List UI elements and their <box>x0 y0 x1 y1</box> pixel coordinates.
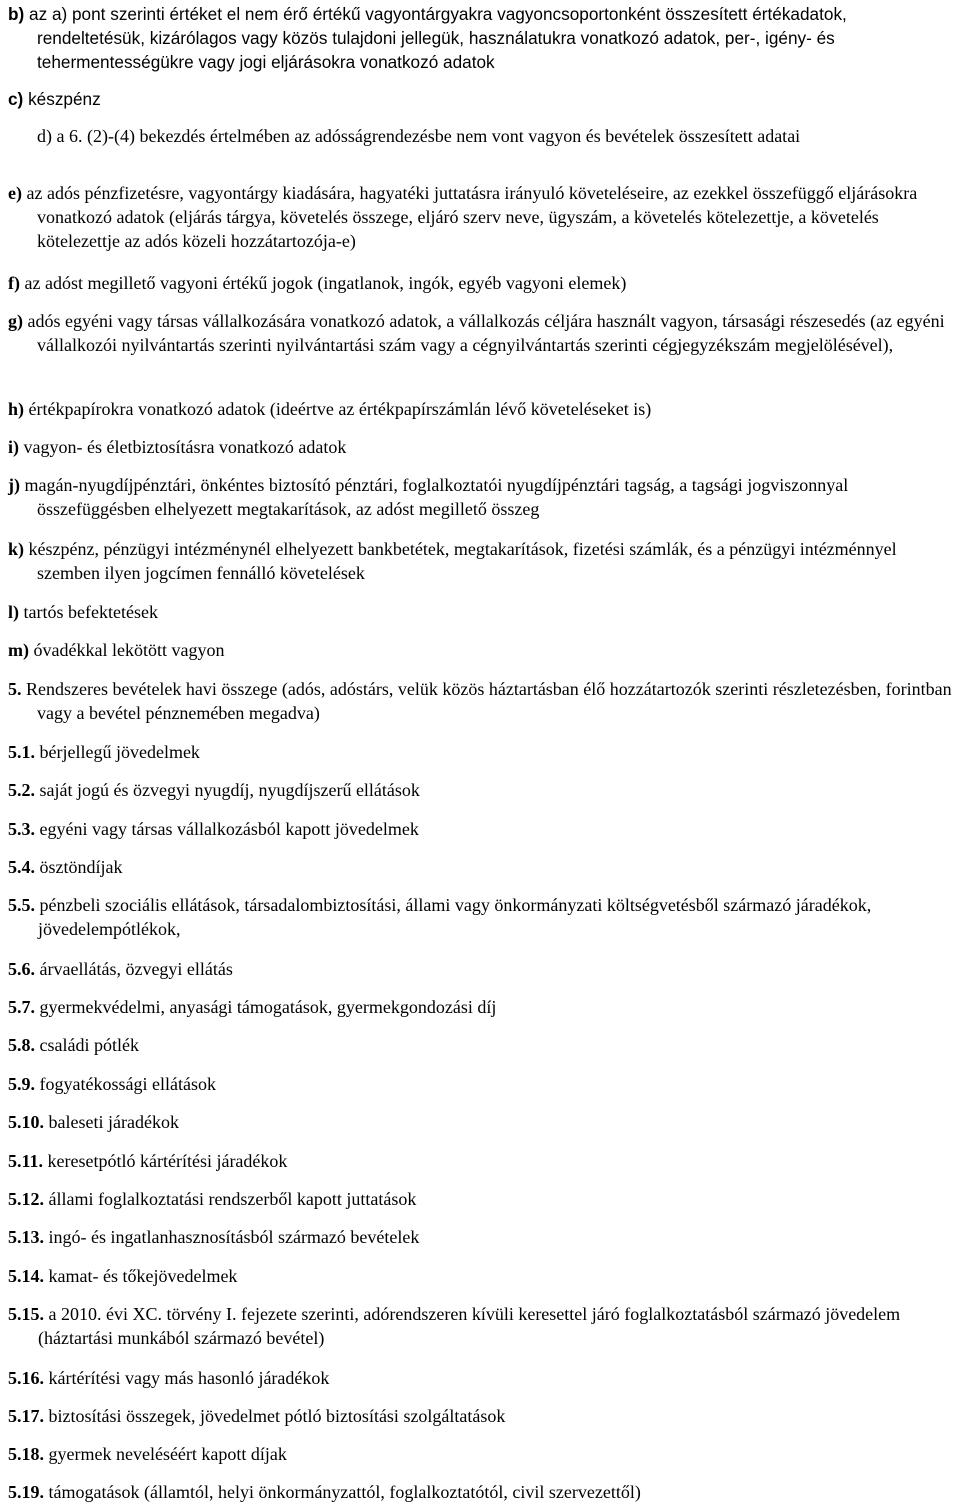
item-text: árvaellátás, özvegyi ellátás <box>39 959 233 979</box>
section-5-12 <box>8 1187 956 1211</box>
item-marker: 5.9. <box>8 1074 35 1094</box>
section-5-19 <box>8 1480 956 1504</box>
section-5-13 <box>8 1225 956 1249</box>
list-item-c <box>8 87 956 111</box>
item-text: családi pótlék <box>39 1035 139 1055</box>
item-text: kártérítési vagy más hasonló járadékok <box>48 1368 330 1388</box>
item-text: vagyon- és életbiztosításra vonatkozó adatok <box>23 437 347 457</box>
section-5-7 <box>8 995 956 1019</box>
item-text: saját jogú és özvegyi nyugdíj, nyugdíjszerű ellátások <box>39 780 420 800</box>
item-text: az adóst megillető vagyoni értékű jogok (ingatlanok, ingók, egyéb vagyoni elemek) <box>24 273 627 293</box>
item-marker: 5.1. <box>8 742 35 762</box>
list-item-i <box>8 435 956 459</box>
item-marker: m) <box>8 640 29 660</box>
item-text: egyéni vagy társas vállalkozásból kapott jövedelmek <box>39 819 419 839</box>
list-item-k <box>8 537 956 585</box>
item-text: adós egyéni vagy társas vállalkozására vonatkozó adatok, a vállalkozás céljára használt vagyon, társasági részesedés (az egyéni vállalkozói nyilvántartás szerinti nyilvántartási szám vagy a cégnyilvántartás szerinti cégjegyzékszám megjelölésével), <box>27 311 945 355</box>
section-5-15 <box>8 1302 956 1350</box>
item-text: a 2010. évi XC. törvény I. fejezete szerinti, adórendszeren kívüli keresettel járó foglalkoztatásból származó jövedelem (háztartási munkából származó bevétel) <box>38 1304 901 1348</box>
item-text: magán-nyugdíjpénztári, önkéntes biztosító pénztári, foglalkoztatói nyugdíjpénztári tagság, a tagsági jogviszonnyal összefüggésben elhelyezett megtakarítások, az adóst megillető összeg <box>24 475 849 519</box>
section-5-2 <box>8 778 956 802</box>
item-marker: 5.3. <box>8 819 35 839</box>
list-item-h <box>8 397 956 421</box>
item-marker: 5.7. <box>8 997 35 1017</box>
item-marker: 5.4. <box>8 857 35 877</box>
section-5-6 <box>8 957 956 981</box>
item-marker: f) <box>8 273 20 293</box>
item-text: bérjellegű jövedelmek <box>39 742 200 762</box>
section-5-4 <box>8 855 956 879</box>
section-5-14 <box>8 1264 956 1288</box>
item-marker: 5.11. <box>8 1151 44 1171</box>
list-item-m <box>8 638 956 662</box>
item-text: gyermek neveléséért kapott díjak <box>48 1444 287 1464</box>
item-marker: h) <box>8 399 25 419</box>
section-5-16 <box>8 1366 956 1390</box>
item-text: kamat- és tőkejövedelmek <box>48 1266 238 1286</box>
item-marker: g) <box>8 311 23 331</box>
item-marker: d) <box>37 126 52 146</box>
item-text: ingó- és ingatlanhasznosításból származó bevételek <box>48 1227 420 1247</box>
item-marker: e) <box>8 183 22 203</box>
item-text: Rendszeres bevételek havi összege (adós, adóstárs, velük közös háztartásban élő hozzátartozók szerinti részletezésben, forintban vagy a bevétel pénznemében megadva) <box>26 679 952 723</box>
section-5-10 <box>8 1110 956 1134</box>
item-marker: c) <box>8 89 24 109</box>
list-item-j <box>8 473 956 521</box>
item-text: baleseti járadékok <box>48 1112 179 1132</box>
list-item-b <box>8 2 956 74</box>
section-5 <box>8 677 956 725</box>
list-item-f <box>8 271 956 295</box>
item-marker: 5.17. <box>8 1406 44 1426</box>
item-text: a 6. (2)-(4) bekezdés értelmében az adósságrendezésbe nem vont vagyon és bevételek összesített adatai <box>56 126 801 146</box>
item-marker: 5.14. <box>8 1266 44 1286</box>
item-marker: 5.18. <box>8 1444 44 1464</box>
item-marker: 5.2. <box>8 780 35 800</box>
item-text: készpénz <box>28 89 101 109</box>
item-text: óvadékkal lekötött vagyon <box>33 640 225 660</box>
list-item-e <box>8 181 956 253</box>
section-5-8 <box>8 1033 956 1057</box>
item-marker: 5.19. <box>8 1482 44 1502</box>
section-5-9 <box>8 1072 956 1096</box>
item-marker: 5.13. <box>8 1227 44 1247</box>
item-marker: 5.16. <box>8 1368 44 1388</box>
item-marker: 5.15. <box>8 1304 44 1324</box>
section-5-11 <box>8 1149 956 1173</box>
item-marker: k) <box>8 539 25 559</box>
item-text: az a) pont szerinti értéket el nem érő értékű vagyontárgyakra vagyoncsoportonként összesített értékadatok, rendeltetésük, kizárólagos vagy közös tulajdoni jellegük, használatukra vonatkozó adatok, per-, igény- és tehermentességükre vagy jogi eljárásokra vonatkozó adatok <box>29 4 847 72</box>
list-item-l <box>8 600 956 624</box>
item-marker: 5.6. <box>8 959 35 979</box>
item-text: keresetpótló kártérítési járadékok <box>47 1151 288 1171</box>
item-text: fogyatékossági ellátások <box>39 1074 216 1094</box>
item-marker: i) <box>8 437 19 457</box>
item-marker: 5.5. <box>8 895 35 915</box>
item-marker: 5.10. <box>8 1112 44 1132</box>
item-marker: 5. <box>8 679 22 699</box>
item-marker: 5.12. <box>8 1189 44 1209</box>
item-text: tartós befektetések <box>23 602 158 622</box>
item-text: az adós pénzfizetésre, vagyontárgy kiadására, hagyatéki juttatásra irányuló követeléseire, az ezekkel összefüggő eljárásokra vonatkozó adatok (eljárás tárgya, követelés összege, eljáró szerv neve, ügyszám, a követelés kötelezettje, a követelés kötelezettje az adós közeli hozzátartozója-e) <box>26 183 918 251</box>
section-5-18 <box>8 1442 956 1466</box>
section-5-5 <box>8 893 956 941</box>
list-item-d <box>37 124 956 148</box>
item-marker: 5.8. <box>8 1035 35 1055</box>
section-5-3 <box>8 817 956 841</box>
section-5-17 <box>8 1404 956 1428</box>
item-text: gyermekvédelmi, anyasági támogatások, gyermekgondozási díj <box>39 997 497 1017</box>
list-item-g <box>8 309 956 357</box>
item-text: támogatások (államtól, helyi önkormányzattól, foglalkoztatótól, civil szervezettől) <box>48 1482 641 1502</box>
item-text: pénzbeli szociális ellátások, társadalombiztosítási, állami vagy önkormányzati költségvetésből származó járadékok, jövedelempótlékok, <box>38 895 872 939</box>
item-text: értékpapírokra vonatkozó adatok (ideértve az értékpapírszámlán lévő követeléseket is) <box>28 399 652 419</box>
item-text: biztosítási összegek, jövedelmet pótló biztosítási szolgáltatások <box>48 1406 506 1426</box>
section-5-1 <box>8 740 956 764</box>
item-text: készpénz, pénzügyi intézménynél elhelyezett bankbetétek, megtakarítások, fizetési számlák, és a pénzügyi intézménnyel szemben ilyen jogcímen fennálló követelések <box>28 539 897 583</box>
item-text: ösztöndíjak <box>39 857 123 877</box>
item-text: állami foglalkoztatási rendszerből kapott juttatások <box>48 1189 417 1209</box>
item-marker: b) <box>8 4 25 24</box>
item-marker: j) <box>8 475 20 495</box>
item-marker: l) <box>8 602 19 622</box>
